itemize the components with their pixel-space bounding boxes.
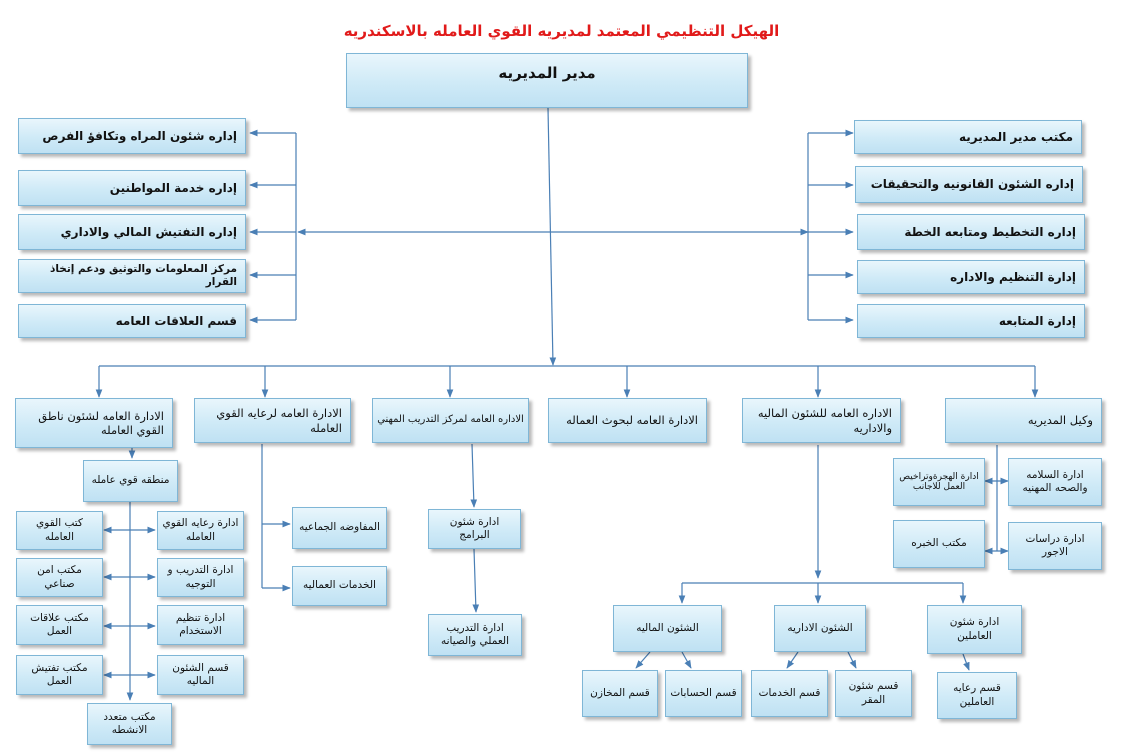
left-unit-public-relations[interactable]: قسم العلاقات العامه bbox=[18, 304, 246, 338]
unit-accounts[interactable]: قسم الحسابات bbox=[665, 670, 742, 717]
unit-region-financial[interactable]: قسم الشئون الماليه bbox=[157, 655, 244, 695]
unit-workforce-office[interactable]: كتب القوي العامله bbox=[16, 511, 103, 550]
unit-immigration-permits[interactable]: ادارة الهجرةوتراخيص العمل للاجانب bbox=[893, 458, 985, 506]
unit-occupational-safety[interactable]: ادارة السلامه والصحه المهنيه bbox=[1008, 458, 1102, 506]
right-unit-followup[interactable]: إدارة المتابعه bbox=[857, 304, 1085, 338]
unit-wage-studies[interactable]: ادارة دراسات الاجور bbox=[1008, 522, 1102, 570]
unit-training-guidance[interactable]: ادارة التدريب و التوجيه bbox=[157, 558, 244, 597]
left-unit-women-affairs[interactable]: إداره شئون المراه وتكافؤ الفرص bbox=[18, 118, 246, 154]
left-unit-citizen-service[interactable]: إداره خدمة المواطنين bbox=[18, 170, 246, 206]
right-unit-director-office[interactable]: مكتب مدير المديريه bbox=[854, 120, 1082, 154]
unit-stores[interactable]: قسم المخازن bbox=[582, 670, 658, 717]
unit-services[interactable]: قسم الخدمات bbox=[751, 670, 828, 717]
dept-regions[interactable]: الادارة العامه لشئون ناطق القوي العامله bbox=[15, 398, 173, 448]
right-unit-legal-affairs[interactable]: إداره الشئون القانونيه والتحقيقات bbox=[855, 166, 1083, 203]
dept-finance-admin[interactable]: الاداره العامه للشئون الماليه والاداريه bbox=[742, 398, 901, 443]
unit-collective-bargaining[interactable]: المفاوضه الجماعيه bbox=[292, 507, 387, 549]
unit-labor-relations[interactable]: مكتب علاقات العمل bbox=[16, 605, 103, 645]
unit-practical-training[interactable]: ادارة التدريب العملي والصيانه bbox=[428, 614, 522, 656]
left-unit-information-center[interactable]: مركز المعلومات والتوثيق ودعم إتخاذ القرار bbox=[18, 259, 246, 293]
unit-employee-affairs[interactable]: ادارة شئون العاملين bbox=[927, 605, 1022, 654]
unit-employment-organization[interactable]: ادارة تنظيم الاستخدام bbox=[157, 605, 244, 645]
unit-labor-services[interactable]: الخدمات العماليه bbox=[292, 566, 387, 606]
unit-financial-affairs[interactable]: الشئون الماليه bbox=[613, 605, 722, 652]
unit-workforce-zone[interactable]: منطقه قوي عامله bbox=[83, 460, 178, 502]
dept-labor-research[interactable]: الادارة العامه لبحوث العماله bbox=[548, 398, 707, 443]
unit-program-affairs[interactable]: ادارة شئون البرامج bbox=[428, 509, 521, 549]
dept-labor-care[interactable]: الادارة العامه لرعايه القوي العامله bbox=[194, 398, 351, 443]
unit-industrial-security[interactable]: مكتب امن صناعي bbox=[16, 558, 103, 597]
unit-employee-care[interactable]: قسم رعايه العاملين bbox=[937, 672, 1017, 719]
unit-labor-inspection[interactable]: مكتب تفتيش العمل bbox=[16, 655, 103, 695]
unit-workforce-care[interactable]: ادارة رعايه القوي العامله bbox=[157, 511, 244, 550]
unit-expertise-office[interactable]: مكتب الخبره bbox=[893, 520, 985, 568]
dept-deputy[interactable]: وكيل المديريه bbox=[945, 398, 1102, 443]
unit-headquarters[interactable]: قسم شئون المقر bbox=[835, 670, 912, 717]
dept-training-center[interactable]: الاداره العامه لمركز التدريب المهني bbox=[372, 398, 529, 443]
unit-administrative-affairs[interactable]: الشئون الاداريه bbox=[774, 605, 866, 652]
chart-title: الهيكل التنظيمي المعتمد لمديريه القوي العامله بالاسكندريه bbox=[343, 22, 780, 40]
right-unit-planning[interactable]: إداره التخطيط ومتابعه الخطة bbox=[857, 214, 1085, 250]
right-unit-organization[interactable]: إدارة التنظيم والاداره bbox=[857, 260, 1085, 294]
director-box[interactable]: مدير المديريه bbox=[346, 53, 748, 108]
unit-multi-activity-office[interactable]: مكتب متعدد الانشطه bbox=[87, 703, 172, 745]
left-unit-inspection[interactable]: إداره التفتيش المالي والاداري bbox=[18, 214, 246, 250]
